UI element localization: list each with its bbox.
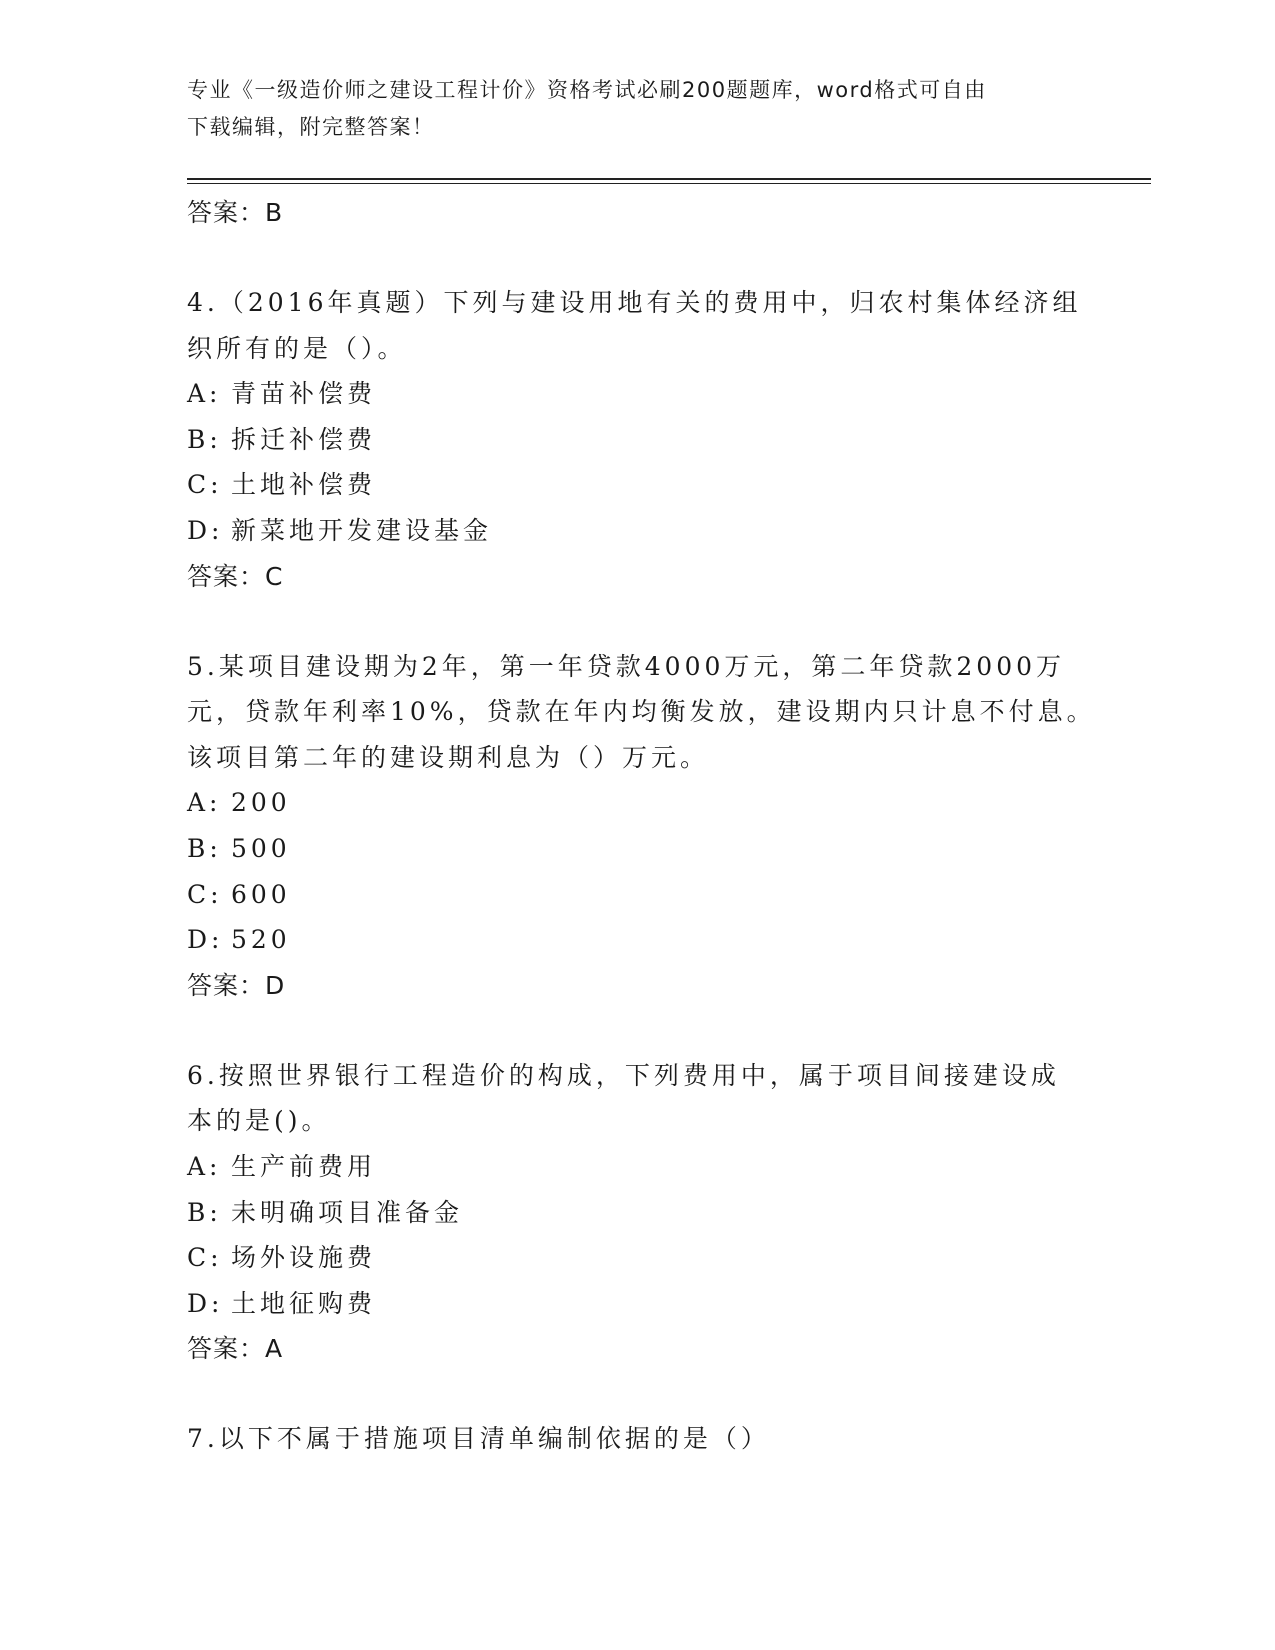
spacer bbox=[187, 1372, 1087, 1416]
option-b bbox=[187, 417, 1087, 463]
option-a bbox=[187, 371, 1087, 417]
spacer bbox=[187, 236, 1087, 280]
option-letter: C: bbox=[187, 879, 223, 909]
option-a bbox=[187, 1144, 1087, 1190]
option-c bbox=[187, 1235, 1087, 1281]
option-a bbox=[187, 780, 1087, 826]
question-list bbox=[187, 190, 1096, 1462]
option-d bbox=[187, 508, 1087, 554]
spacer bbox=[187, 600, 1087, 644]
page-header bbox=[187, 72, 1067, 146]
header-line-2: 下载编辑，附完整答案！ bbox=[187, 115, 435, 139]
question-text-line: 6.按照世界银行工程造价的构成，下列费用中，属于项目间接建设成 bbox=[187, 1060, 1060, 1090]
option-letter: A: bbox=[187, 379, 222, 409]
option-d bbox=[187, 1281, 1087, 1327]
option-text: 520 bbox=[231, 925, 291, 955]
question-text-line: 该项目第二年的建设期利息为（）万元。 bbox=[187, 742, 710, 772]
answer-line: 答案：D bbox=[187, 970, 286, 1000]
option-b bbox=[187, 1190, 1087, 1236]
spacer bbox=[187, 1009, 1087, 1053]
question-text-line: 7.以下不属于措施项目清单编制依据的是（） bbox=[187, 1424, 770, 1454]
option-text: 200 bbox=[231, 788, 291, 818]
option-letter: D: bbox=[187, 515, 224, 545]
header-divider-thin bbox=[187, 183, 1151, 184]
option-text: 场外设施费 bbox=[231, 1243, 377, 1273]
option-c bbox=[187, 872, 1087, 918]
option-text: 500 bbox=[231, 833, 291, 863]
header-line-1: 专业《一级造价师之建设工程计价》资格考试必刷200题题库，word格式可自由 bbox=[187, 78, 987, 102]
question-block bbox=[187, 1416, 1087, 1462]
option-letter: D: bbox=[187, 925, 224, 955]
answer-line: 答案：A bbox=[187, 1334, 284, 1364]
question-block bbox=[187, 1053, 1087, 1373]
option-letter: C: bbox=[187, 1243, 223, 1273]
question-text-line: 5.某项目建设期为2年，第一年贷款4000万元，第二年贷款2000万 bbox=[187, 651, 1066, 681]
option-text: 600 bbox=[231, 879, 291, 909]
option-letter: C: bbox=[187, 470, 223, 500]
question-block bbox=[187, 644, 1096, 1009]
option-text: 青苗补偿费 bbox=[231, 379, 377, 409]
option-letter: B: bbox=[187, 1197, 222, 1227]
header-divider bbox=[187, 178, 1151, 180]
option-c bbox=[187, 462, 1087, 508]
option-text: 土地补偿费 bbox=[231, 470, 377, 500]
question-text-line: 本的是()。 bbox=[187, 1106, 331, 1136]
question-text-line: 4.（2016年真题）下列与建设用地有关的费用中，归农村集体经济组 bbox=[187, 288, 1082, 317]
option-letter: B: bbox=[187, 424, 222, 454]
option-letter: D: bbox=[187, 1288, 224, 1318]
option-letter: A: bbox=[187, 1151, 222, 1181]
option-text: 未明确项目准备金 bbox=[231, 1197, 464, 1227]
option-d bbox=[187, 917, 1087, 963]
answer-line: 答案：B bbox=[187, 198, 284, 227]
question-text-line: 织所有的是（）。 bbox=[187, 333, 407, 363]
answer-line: 答案：C bbox=[187, 561, 284, 591]
option-text: 生产前费用 bbox=[231, 1151, 377, 1181]
option-text: 土地征购费 bbox=[231, 1288, 377, 1318]
option-text: 新菜地开发建设基金 bbox=[231, 515, 493, 545]
option-letter: B: bbox=[187, 833, 222, 863]
question-block bbox=[187, 280, 1087, 600]
question-text-line: 元，贷款年利率10%，贷款在年内均衡发放，建设期内只计息不付息。 bbox=[187, 697, 1096, 727]
option-text: 拆迁补偿费 bbox=[231, 424, 377, 454]
option-b bbox=[187, 826, 1087, 872]
option-letter: A: bbox=[187, 788, 222, 818]
